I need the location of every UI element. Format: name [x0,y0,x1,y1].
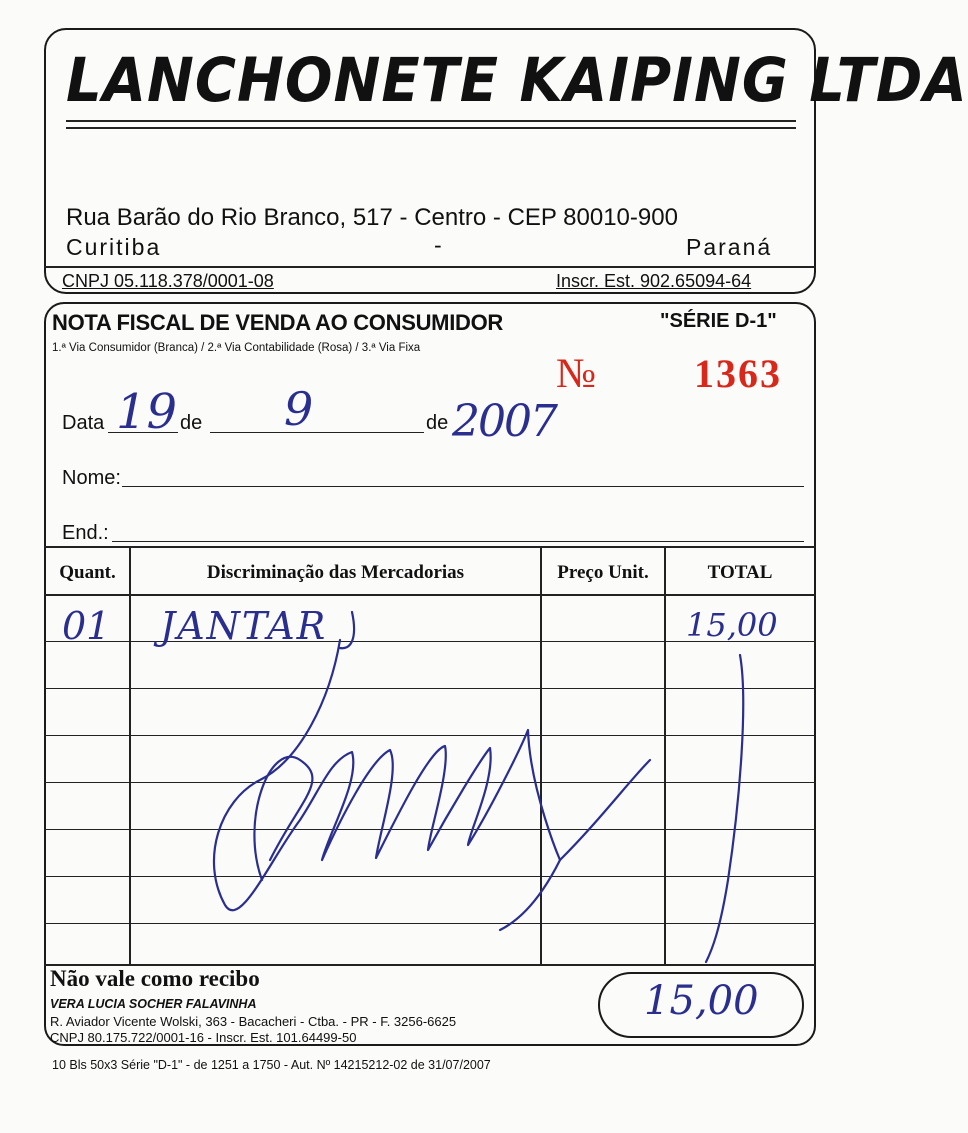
invoice-vias: 1.ª Via Consumidor (Branca) / 2.ª Via Contabilidade (Rosa) / 3.ª Via Fixa [52,342,421,354]
header-desc: Discriminação das Mercadorias [206,562,465,583]
header-quant: Quant. [59,562,116,583]
end-label: End.: [62,522,109,544]
header-total: TOTAL [707,562,773,583]
date-label: Data [62,412,105,434]
company-inscr: Inscr. Est. 902.65094-64 [556,271,752,291]
date-de-2: de [426,412,449,434]
company-name: LANCHONETE KAIPING LTDA [66,46,968,117]
date-month: 9 [284,382,314,436]
company-address: Rua Barão do Rio Branco, 517 - Centro - CEP 80010-900 [66,204,678,231]
nome-label: Nome: [62,467,121,489]
company-city: Curitiba [66,234,162,260]
printer-address: R. Aviador Vicente Wolski, 363 - Bacacheri - Ctba. - PR - F. 3256-6625 [50,1014,457,1029]
printer-name: VERA LUCIA SOCHER FALAVINHA [50,997,257,1011]
total-value: 15,00 [644,978,759,1024]
invoice-number: 1363 [694,351,782,396]
number-symbol: № [556,351,597,397]
printer-cnpj: CNPJ 80.175.722/0001-16 - Inscr. Est. 101.64499-50 [50,1030,357,1045]
invoice-serie: "SÉRIE D-1" [660,310,777,332]
company-state: Paraná [686,234,773,260]
row-quant: 01 [62,604,111,648]
print-info: 10 Bls 50x3 Série "D-1" - de 1251 a 1750 - Aut. Nº 14215212-02 de 31/07/2007 [52,1058,491,1072]
not-receipt: Não vale como recibo [50,966,260,991]
invoice-title: NOTA FISCAL DE VENDA AO CONSUMIDOR [52,310,503,335]
row-desc: JANTAR [160,604,328,648]
city-dash: - [434,232,442,258]
date-de-1: de [180,412,203,434]
company-cnpj: CNPJ 05.118.378/0001-08 [62,271,274,291]
header-unit: Preço Unit. [557,562,649,583]
date-year: 2007 [452,396,556,447]
row-total: 15,00 [686,606,778,644]
date-day: 19 [116,384,178,440]
